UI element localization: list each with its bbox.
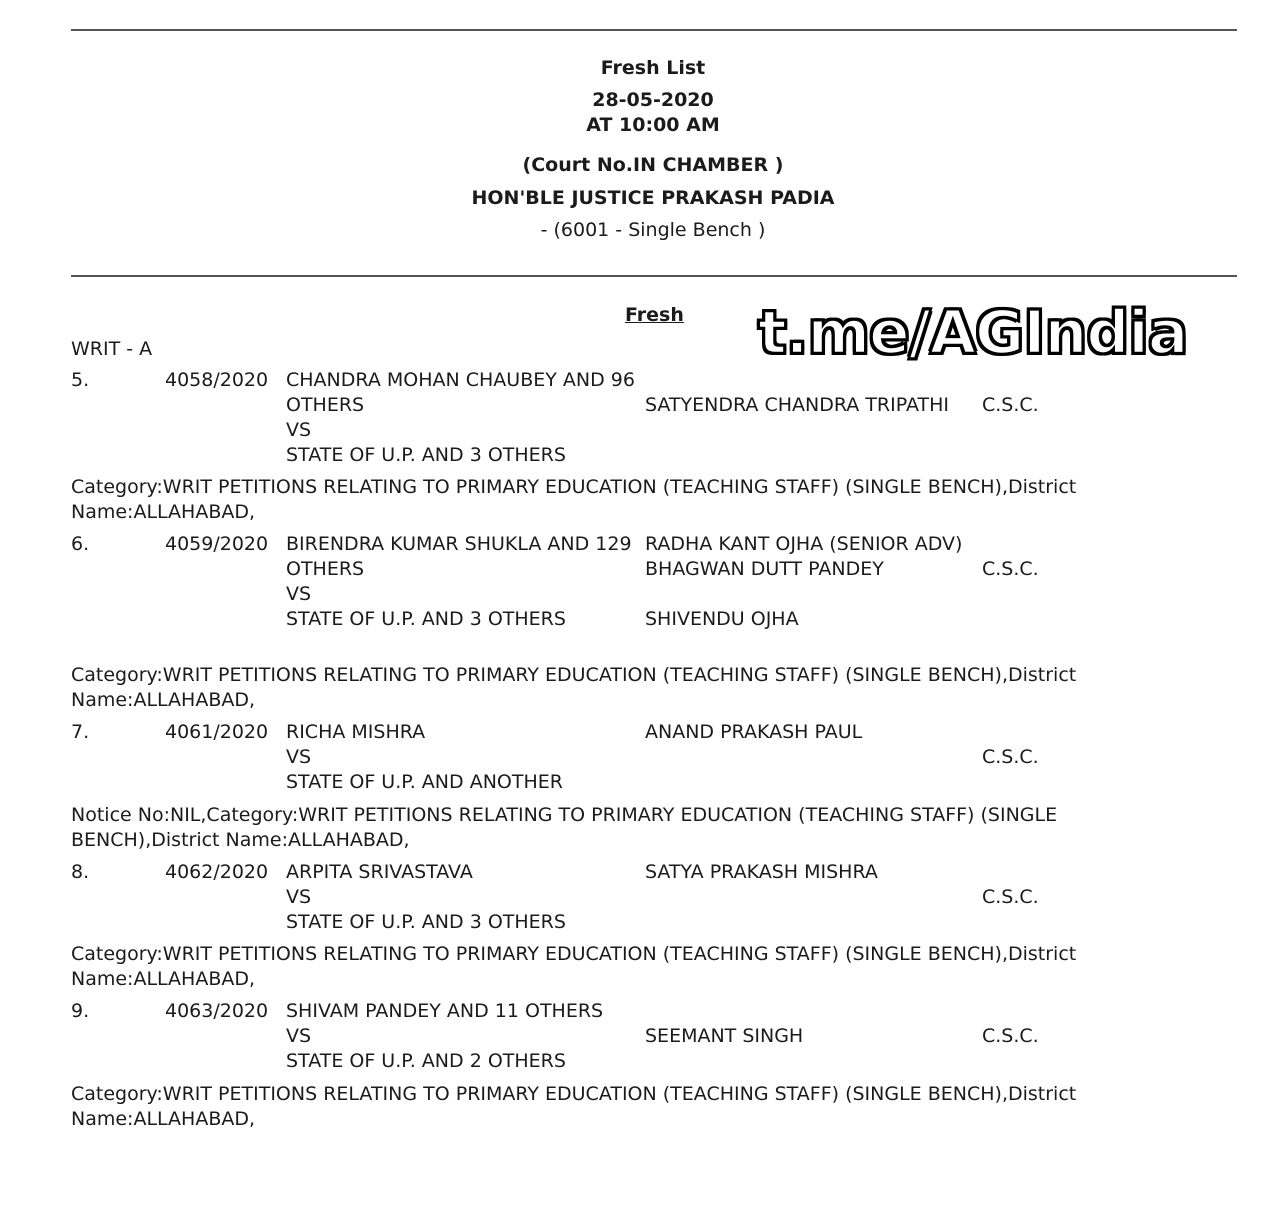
party-line: SHIVAM PANDEY AND 11 OTHERS [286,1000,604,1022]
serial-number: 8. [71,861,90,883]
respondent-advocate: C.S.C. [982,746,1039,768]
section-heading: Fresh [625,304,684,326]
case-category: Category:WRIT PETITIONS RELATING TO PRIMARY EDUCATION (TEACHING STAFF) (SINGLE BENCH),District Name:ALLAHABAD, [71,476,1077,523]
party-line: STATE OF U.P. AND 2 OTHERS [286,1050,566,1072]
case-category: Notice No:NIL,Category:WRIT PETITIONS RELATING TO PRIMARY EDUCATION (TEACHING STAFF) (SINGLE BENCH),District Name:ALLAHABAD, [71,804,1058,851]
case-type: WRIT - A [71,338,153,360]
party-line: VS [286,886,312,908]
party-line: VS [286,746,312,768]
case-number: 4063/2020 [165,1000,269,1022]
list-date: 28-05-2020 [592,89,714,111]
petitioner-advocate: RADHA KANT OJHA (SENIOR ADV) [645,533,963,555]
party-line: OTHERS [286,394,365,416]
header-rule [71,275,1237,277]
party-line: VS [286,583,312,605]
respondent-advocate: C.S.C. [982,1025,1039,1047]
case-category: Category:WRIT PETITIONS RELATING TO PRIMARY EDUCATION (TEACHING STAFF) (SINGLE BENCH),District Name:ALLAHABAD, [71,1083,1077,1130]
watermark: t.me/AGIndia [758,298,1188,368]
respondent-advocate: C.S.C. [982,558,1039,580]
party-line: OTHERS [286,558,365,580]
serial-number: 9. [71,1000,90,1022]
party-line: BIRENDRA KUMAR SHUKLA AND 129 [286,533,632,555]
petitioner-advocate: SHIVENDU OJHA [645,608,799,630]
petitioner-advocate: ANAND PRAKASH PAUL [645,721,863,743]
court-number: (Court No.IN CHAMBER ) [522,154,784,176]
serial-number: 6. [71,533,90,555]
petitioner-advocate: BHAGWAN DUTT PANDEY [645,558,884,580]
case-number: 4062/2020 [165,861,269,883]
party-line: STATE OF U.P. AND 3 OTHERS [286,911,566,933]
top-rule [71,29,1237,31]
case-category: Category:WRIT PETITIONS RELATING TO PRIMARY EDUCATION (TEACHING STAFF) (SINGLE BENCH),District Name:ALLAHABAD, [71,664,1077,711]
party-line: CHANDRA MOHAN CHAUBEY AND 96 [286,369,635,391]
serial-number: 5. [71,369,90,391]
case-category: Category:WRIT PETITIONS RELATING TO PRIMARY EDUCATION (TEACHING STAFF) (SINGLE BENCH),District Name:ALLAHABAD, [71,943,1077,990]
party-line: VS [286,419,312,441]
bench-info: - (6001 - Single Bench ) [540,219,766,241]
respondent-advocate: C.S.C. [982,394,1039,416]
petitioner-advocate: SATYA PRAKASH MISHRA [645,861,878,883]
party-line: STATE OF U.P. AND ANOTHER [286,771,563,793]
list-title: Fresh List [600,57,706,79]
case-number: 4061/2020 [165,721,269,743]
party-line: STATE OF U.P. AND 3 OTHERS [286,608,566,630]
party-line: RICHA MISHRA [286,721,426,743]
respondent-advocate: C.S.C. [982,886,1039,908]
party-line: VS [286,1025,312,1047]
party-line: STATE OF U.P. AND 3 OTHERS [286,444,566,466]
serial-number: 7. [71,721,90,743]
case-number: 4058/2020 [165,369,269,391]
petitioner-advocate: SEEMANT SINGH [645,1025,804,1047]
petitioner-advocate: SATYENDRA CHANDRA TRIPATHI [645,394,949,416]
list-time: AT 10:00 AM [586,114,720,136]
party-line: ARPITA SRIVASTAVA [286,861,473,883]
case-number: 4059/2020 [165,533,269,555]
justice-name: HON'BLE JUSTICE PRAKASH PADIA [471,187,835,209]
